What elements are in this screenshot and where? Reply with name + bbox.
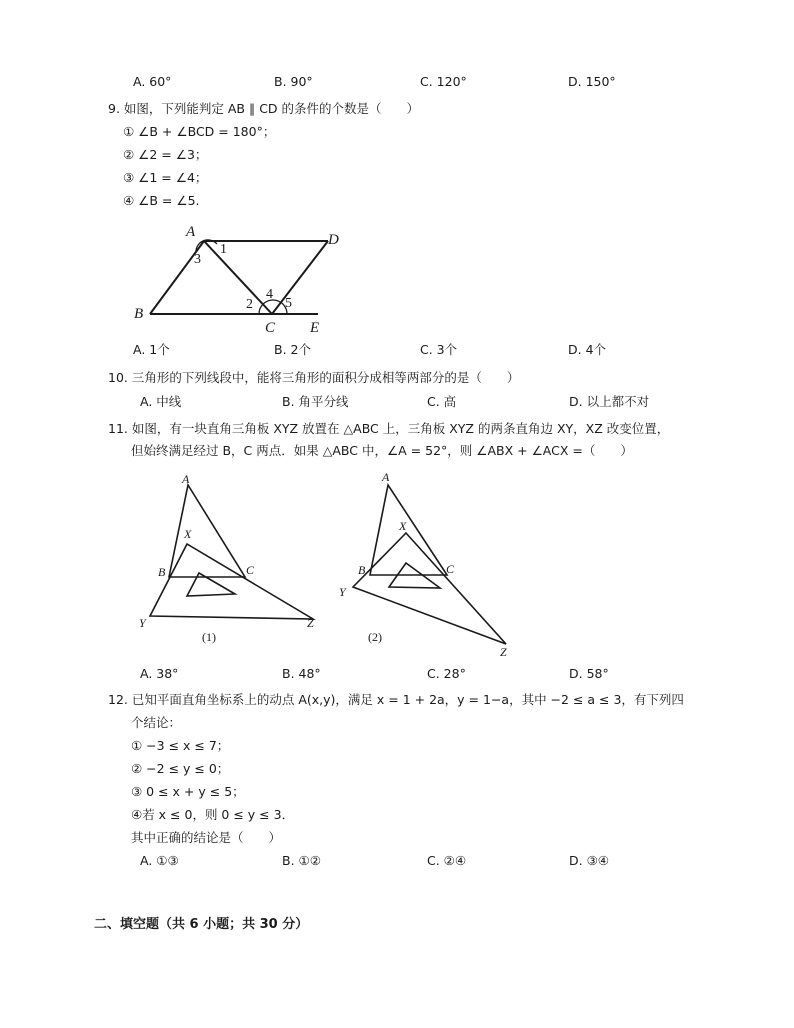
q11-f1-label-c: C bbox=[246, 563, 255, 577]
q8-option-d: D. 150° bbox=[568, 74, 616, 89]
q12-ask: 其中正确的结论是（ ） bbox=[131, 830, 282, 845]
q11-f1-label-y: Y bbox=[139, 616, 146, 630]
q12-option-a: A. ①③ bbox=[140, 853, 179, 868]
q9-angle-2: 2 bbox=[246, 297, 253, 312]
q9-condition-3: ③ ∠1 = ∠4； bbox=[123, 170, 208, 185]
q9-option-d: D. 4个 bbox=[568, 342, 607, 357]
q11-f2-label-b: B bbox=[358, 563, 366, 577]
q9-figure bbox=[128, 220, 358, 338]
q9-label-a: A bbox=[186, 224, 196, 240]
q9-angle-5: 5 bbox=[285, 296, 292, 311]
q12-conclusion-2: ② −2 ≤ y ≤ 0； bbox=[131, 761, 230, 776]
q12-conclusion-4: ④若 x ≤ 0，则 0 ≤ y ≤ 3． bbox=[131, 807, 295, 822]
q11-f1-label-x: X bbox=[184, 527, 192, 541]
q10-option-d: D. 以上都不对 bbox=[569, 394, 650, 409]
q11-option-b: B. 48° bbox=[282, 666, 321, 681]
q9-angle-1: 1 bbox=[220, 242, 227, 257]
q11-f1-label-a: A bbox=[182, 472, 190, 486]
q11-f2-label-z: Z bbox=[500, 645, 507, 659]
q10-option-a: A. 中线 bbox=[140, 394, 182, 409]
q11-f2-label-c: C bbox=[446, 562, 455, 576]
q9-condition-1: ① ∠B + ∠BCD = 180°； bbox=[123, 124, 276, 139]
q12-stem-line2: 个结论： bbox=[131, 715, 182, 730]
section-2-title: 二、填空题（共 6 小题；共 30 分） bbox=[94, 917, 309, 932]
q10-option-b: B. 角平分线 bbox=[282, 394, 349, 409]
q8-option-a: A. 60° bbox=[133, 74, 172, 89]
q9-stem: 9. 如图，下列能判定 AB ∥ CD 的条件的个数是（ ） bbox=[108, 101, 420, 116]
q9-option-b: B. 2个 bbox=[274, 342, 311, 357]
q10-stem: 10. 三角形的下列线段中，能将三角形的面积分成相等两部分的是（ ） bbox=[108, 370, 520, 385]
q11-f2-label-x: X bbox=[399, 519, 407, 533]
q11-stem-line2: 但始终满足经过 B，C 两点．如果 △ABC 中，∠A = 52°，则 ∠ABX + ∠ACX =（ ） bbox=[131, 443, 633, 458]
q11-option-a: A. 38° bbox=[140, 666, 179, 681]
q12-option-c: C. ②④ bbox=[427, 853, 467, 868]
q11-f1-caption: (1) bbox=[202, 630, 216, 644]
q9-label-e: E bbox=[310, 320, 320, 336]
q9-angle-3: 3 bbox=[194, 252, 201, 267]
q11-f1-label-z: Z bbox=[307, 616, 314, 630]
q11-f2-label-y: Y bbox=[339, 585, 346, 599]
q9-option-a: A. 1个 bbox=[133, 342, 170, 357]
q8-option-c: C. 120° bbox=[420, 74, 467, 89]
q11-stem-line1: 11. 如图，有一块直角三角板 XYZ 放置在 △ABC 上，三角板 XYZ 的两条直角边 XY，XZ 改变位置， bbox=[108, 421, 670, 436]
q11-option-c: C. 28° bbox=[427, 666, 466, 681]
q9-option-c: C. 3个 bbox=[420, 342, 458, 357]
q11-figure-1 bbox=[130, 466, 330, 646]
q9-condition-4: ④ ∠B = ∠5. bbox=[123, 193, 200, 208]
q9-label-b: B bbox=[134, 306, 144, 322]
q9-label-c: C bbox=[265, 320, 276, 336]
q11-f2-caption: (2) bbox=[368, 630, 382, 644]
q12-option-b: B. ①② bbox=[282, 853, 321, 868]
q11-f1-label-b: B bbox=[158, 565, 166, 579]
q12-conclusion-1: ① −3 ≤ x ≤ 7； bbox=[131, 738, 230, 753]
q9-angle-4: 4 bbox=[266, 287, 273, 302]
q8-option-b: B. 90° bbox=[274, 74, 313, 89]
q11-f2-label-a: A bbox=[382, 470, 390, 484]
q12-option-d: D. ③④ bbox=[569, 853, 609, 868]
q11-figure-2 bbox=[330, 466, 530, 661]
q9-label-d: D bbox=[328, 232, 339, 248]
q9-condition-2: ② ∠2 = ∠3； bbox=[123, 147, 208, 162]
q12-conclusion-3: ③ 0 ≤ x + y ≤ 5； bbox=[131, 784, 245, 799]
q11-option-d: D. 58° bbox=[569, 666, 609, 681]
q12-stem-line1: 12. 已知平面直角坐标系上的动点 A(x,y)，满足 x = 1 + 2a，y = 1−a，其中 −2 ≤ a ≤ 3，有下列四 bbox=[108, 692, 684, 707]
q10-option-c: C. 高 bbox=[427, 394, 457, 409]
